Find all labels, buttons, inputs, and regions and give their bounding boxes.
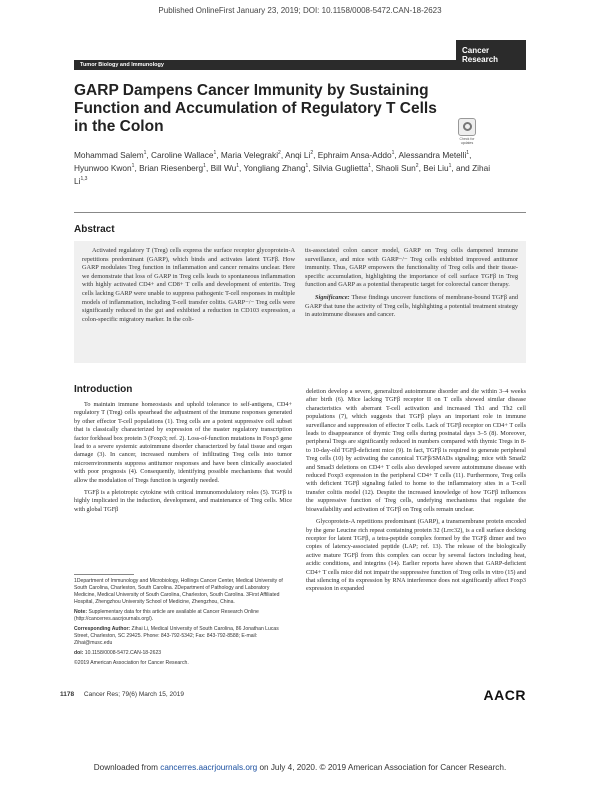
- author-affiliation-marker: 1: [143, 150, 147, 156]
- abstract-text-left: Activated regulatory T (Treg) cells express the surface receptor glycoprotein-A repetitions predominant (GARP), which binds and activates latent TGFβ. How GARP modulates Treg function in inflammation and cancer remains unclear. Here we demonstrate that loss of GARP in Treg cells leads to spontaneous inflammation with highly activated CD4+ and CD8+ T cells and development of enteritis. Treg cells lacking GARP were unable to suppress pathogenic T-cell responses in multiple models of inflammation, including T-cell transfer colitis. GARP−/− Treg cells were significantly reduced in the gut and exhibited a reduction in CD103 expression, a colon-specific migratory marker. In the coli-: [82, 247, 295, 323]
- body-column-right: [306, 388, 526, 594]
- author-affiliation-marker: 1: [391, 150, 395, 156]
- author-affiliation-marker: 1: [368, 162, 372, 169]
- abstract-box: [74, 241, 526, 363]
- section-label: Tumor Biology and Immunology: [74, 60, 469, 70]
- author-name: Ephraim Ansa-Addo: [317, 149, 392, 160]
- author-name: Brian Riesenberg: [139, 162, 204, 173]
- intro-paragraph-1: To maintain immune homeostasis and uphold tolerance to self-antigens, CD4+ regulatory T (Treg) cells spearhead the adjustment of the immune responses generated by other effector T-cell populations (1). Treg cells are a potent suppressive cell subset that is classically characterized by expression of the master regulatory transcription factor forkhead box protein 3 (Foxp3; ref. 2). Loss-of-function mutations in Foxp3 gene lead to a severe systemic autoimmune disorder characterized by fatal tissue and organ damage (3). In cancer, increased numbers of infiltrating Treg cells into tumor microenvironments suppress antitumor responses and have been clinically associated with poor prognosis (4). Consequently, identifying possible mechanisms that would allow the modulation of Tregs function is urgently needed.: [74, 401, 292, 484]
- published-online-banner: Published OnlineFirst January 23, 2019; DOI: 10.1158/0008-5472.CAN-18-2623: [158, 6, 442, 15]
- check-for-updates-icon[interactable]: [458, 118, 476, 136]
- author-affiliation-marker: 1: [213, 150, 217, 156]
- page-footer: [60, 687, 526, 705]
- author-affiliation-marker: 2: [310, 150, 314, 156]
- abstract-column-left: [82, 247, 295, 357]
- intro-paragraph-3: deletion develop a severe, generalized autoimmune disorder and die within 3–4 weeks after birth (6). Mice lacking TGFβ receptor II on T cells showed similar disease characteristics with aberrant T-cell activation and increased Th1 and Th2 cell populations (7), which suggests that TGFβ plays an important role in immune surveillance and suppression of effector T cells. Lack of TGFβ receptor on CD4+ T cells leads to disappearance of thymic Treg cells during postnatal days 3–5 (8). Moreover, peripheral Tregs are significantly reduced in numbers compared with thymic Tregs in 8- to 10-day-old TGFβ-deficient mice (9). In fact, TGFβ is required to generate peripheral Treg cells (10) by activating the canonical TGFβ/SMADs signaling; mice with Smad2 and Smad3 deletions on CD4+ T cells also developed severe autoimmune disease with reduced Foxp3 expression in the peripheral CD4+ T cells (11). Furthermore, Treg cells with deficient TGFβ signaling failed to home to the inflammatory sites in a T-cell transfer colitis model (12). Despite the increased knowledge of how TGFβ influences the suppressive function of Treg cells, undefying mechanisms that regulate the bioavailability and activation of TGFβ on Treg cells remain unclear.: [306, 388, 526, 513]
- author-affiliation-marker: 1: [236, 162, 240, 169]
- significance-paragraph: [305, 294, 518, 320]
- author-name: Alessandra Metelli: [398, 149, 467, 160]
- author-name: Silvia Guglietta: [312, 162, 369, 173]
- author-name: Maria Velegraki: [220, 149, 279, 160]
- journal-name-line-2: Research: [462, 55, 499, 64]
- author-affiliation-marker: 1: [203, 162, 206, 169]
- corresponding-author-label: Corresponding Author:: [74, 626, 131, 632]
- note-text: Supplementary data for this article are available at Cancer Research Online (http://cancerres.aacrjournals.org/).: [74, 609, 259, 622]
- abstract-heading: Abstract: [74, 224, 115, 235]
- author-name: Anqi Li: [284, 149, 311, 160]
- introduction-heading: Introduction: [74, 384, 133, 395]
- affiliations: 1Department of Immunology and Microbiology, Hollings Cancer Center, Medical University of South Carolina, Charleston, South Carolina. 2Department of Pathology and Laboratory Medicine, Medical University of South Carolina, Charleston, South Carolina. 3First Affiliated Hospital, Zhengzhou University School of Medicine, Zhengzhou, China.: [74, 578, 283, 605]
- author-affiliation-marker: 1: [466, 150, 470, 156]
- corresponding-author: [74, 626, 292, 647]
- author-name: Yongliang Zhang: [243, 162, 306, 173]
- footnote-divider: [74, 574, 134, 575]
- corresponding-author-text: Zihai Li, Medical University of South Carolina, 86 Jonathan Lucas Street, Charleston, SC 29425. Phone: 843-792-5342; Fax: 843-792-8588; E-mail: Zihai@musc.edu: [74, 626, 279, 646]
- page-number: 1178: [60, 691, 75, 698]
- download-notice: [0, 763, 600, 772]
- author-name: Shaoli Sun: [375, 162, 416, 173]
- author-name: Zihai Li: [74, 162, 491, 186]
- supplementary-note: [74, 609, 292, 623]
- divider: [74, 212, 526, 213]
- article-title: GARP Dampens Cancer Immunity by Sustaining Function and Accumulation of Regulatory T Cells in the Colon: [74, 82, 437, 135]
- footnotes: [74, 578, 292, 670]
- author-affiliation-marker: 2: [278, 150, 281, 156]
- author-list: Mohammad Salem$^1$, Caroline Wallace$^1$, Maria Velegraki$^2$, Anqi Li$^2$, Ephraim Ansa-Addo$^1$, Alessandra Metelli$^1$, Hyunwoo Kwon$^1$, Brian Riesenberg$^1$, Bill Wu$^1$, Yongliang Zhang$^1$, Silvia Guglietta$^1$, Shaoli Sun$^2$, Bei Liu$^1$, and Zihai Li$^{1,3}$: [74, 149, 491, 186]
- download-suffix: on July 4, 2020. © 2019 American Association for Cancer Research.: [259, 763, 507, 772]
- intro-paragraph-2: TGFβ is a pleiotropic cytokine with critical immunomodulatory roles (5). TGFβ is highly implicated in the induction, development, and maintenance of Treg cells. Mice with global TGFβ: [74, 489, 292, 513]
- doi-value: 10.1158/0008-5472.CAN-18-2623: [84, 650, 162, 656]
- journal-citation: Cancer Res; 79(6) March 15, 2019: [83, 691, 184, 698]
- author-name: Hyunwoo Kwon: [74, 162, 132, 173]
- doi-line: [74, 650, 292, 657]
- copyright: ©2019 American Association for Cancer Research.: [74, 660, 189, 666]
- journal-link[interactable]: cancerres.aacrjournals.org: [160, 763, 258, 772]
- author-name: Bill Wu: [210, 162, 237, 173]
- abstract-column-right: [305, 247, 518, 357]
- doi-label: doi:: [74, 650, 84, 656]
- author-affiliation-marker: 1,3: [80, 175, 88, 182]
- intro-paragraph-4: Glycoprotein-A repetitions predominant (GARP), a transmembrane protein encoded by the gene Leucine rich repeat containing protein 32 (Lrrc32), is a cell surface docking receptor for latent TGFβ, a tetra-peptide complex formed by the TGFβ dimer and two copies of latency-associated peptide (LAP; ref. 13). The release of the biologically active mature TGFβ from this complex can occur by several factors including heat, acidic conditions, and integrins (14). Earlier reports have shown that GARP-deficient CD4+ T cells mice did not impair the suppressive function of Treg cells in vitro (15) and that silencing of its expression by RNA interference does not significantly affect Foxp3 expression in expanded: [306, 518, 526, 593]
- author-affiliation-marker: 2: [415, 162, 419, 169]
- author-affiliation-marker: 1: [448, 162, 452, 169]
- check-for-updates-label: Check for updates: [459, 137, 475, 145]
- significance-text: These findings uncover functions of membrane-bound TGFβ and GARP that tune the activity of Treg cells, highlighting a potential treatment strategy in autoimmune diseases and cancer.: [305, 293, 518, 319]
- note-label: Note:: [74, 609, 88, 615]
- author-affiliation-marker: 1: [131, 162, 135, 169]
- author-name: Caroline Wallace: [151, 149, 214, 160]
- body-column-left: [74, 401, 292, 514]
- abstract-text-right: tis-associated colon cancer model, GARP on Treg cells dampened immune surveillance, and mice with GARP−/− Treg cells exhibited improved antitumor immunity. Thus, GARP empowers the functionality of Treg cells and their tissue-specific accumulation, highlighting the importance of cell surface TGFβ in Treg function and GARP as a potential therapeutic target for colorectal cancer therapy.: [305, 247, 518, 289]
- download-prefix: Downloaded from: [93, 763, 158, 772]
- aacr-logo: AACR: [483, 687, 526, 703]
- journal-name-line-1: Cancer: [462, 46, 490, 55]
- journal-name-tab: [456, 40, 526, 70]
- significance-label: Significance:: [315, 293, 350, 301]
- author-name: Bei Liu: [423, 162, 449, 173]
- author-affiliation-marker: 1: [305, 162, 309, 169]
- author-name: Mohammad Salem: [74, 149, 144, 160]
